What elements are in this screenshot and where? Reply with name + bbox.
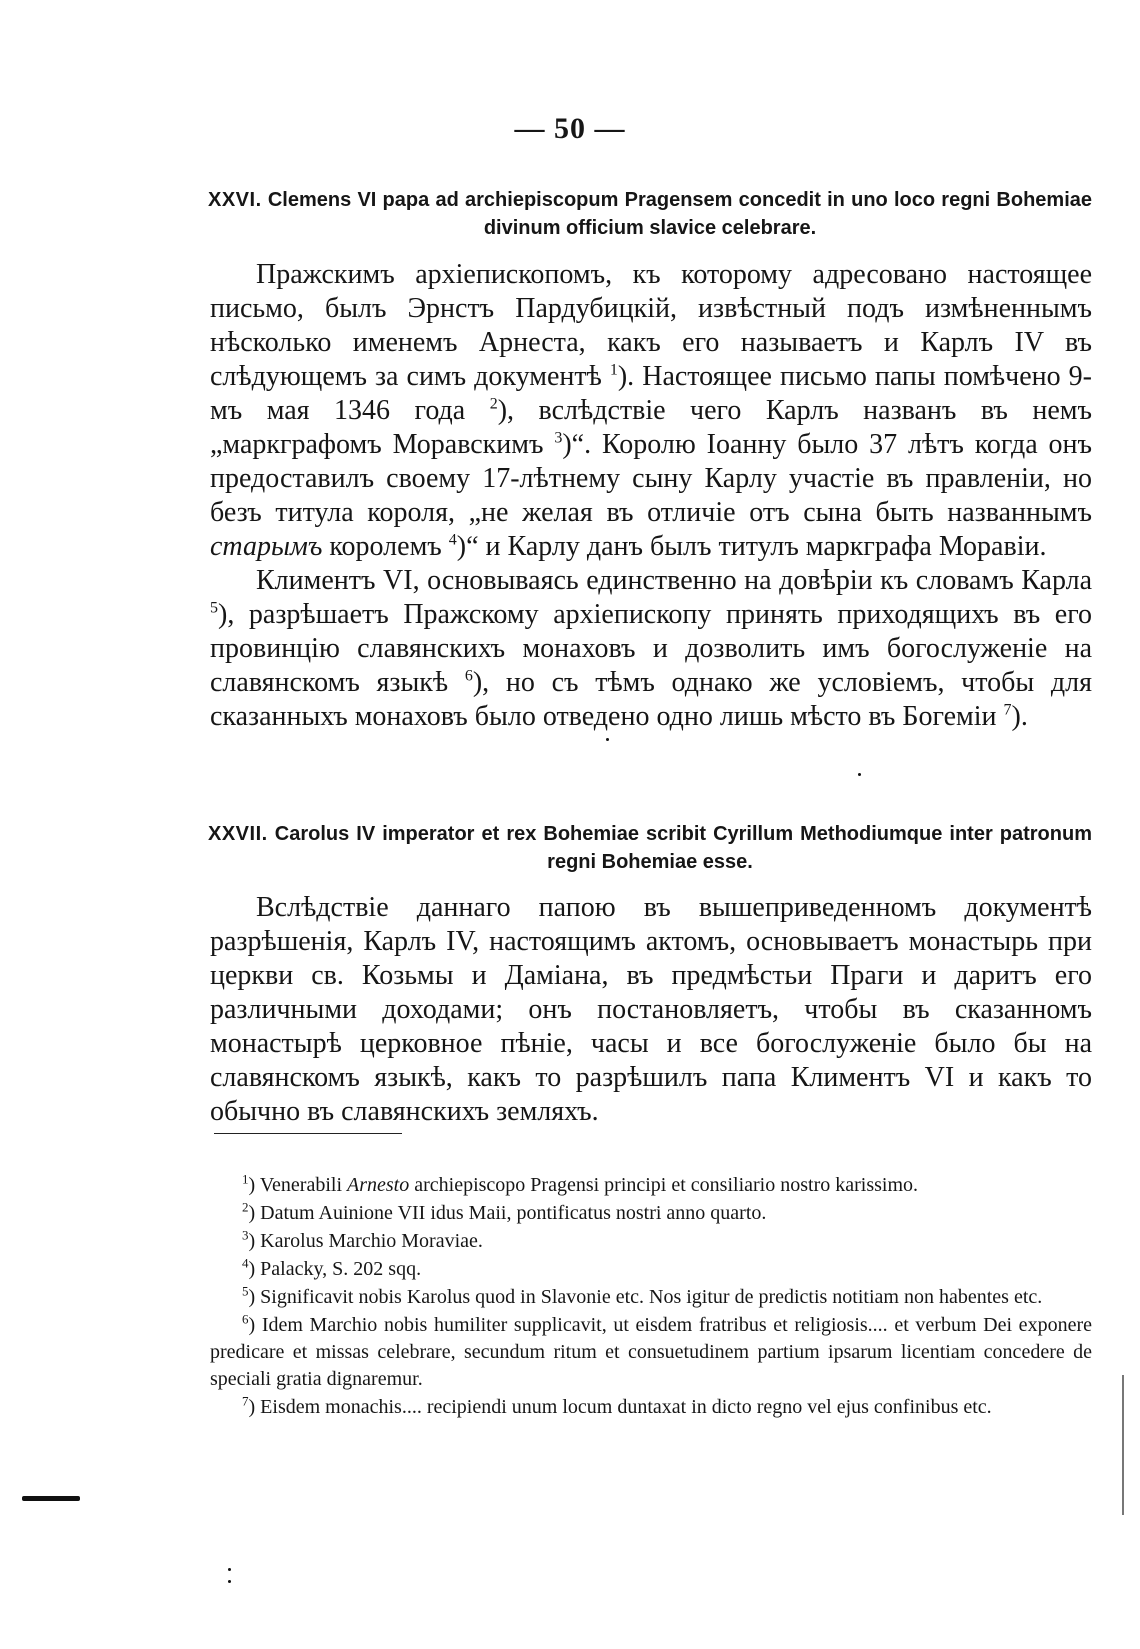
footnote-number: 6 (242, 1311, 249, 1327)
edge-scan-line (1122, 1375, 1124, 1515)
section-26-number: XXVI. (208, 189, 262, 211)
text-run: Пражскимъ архіепископомъ, къ которому адресовано настоящее письмо, былъ Эрнстъ Пардубицкій, извѣстный подъ измѣненнымъ нѣсколько именемъ Арнеста, какъ его называетъ и Карлъ IV въ слѣдующемъ за симъ документѣ (210, 259, 1092, 392)
footnote-number: 4 (242, 1255, 249, 1271)
text-run: ), разрѣшаетъ Пражскому архіепископу принять приходящихъ въ его провинцію славянскихъ монаховъ и дозволить имъ богослуженіе на славянскомъ языкѣ (210, 599, 1092, 698)
text-run: ), вслѣдствіе чего Карлъ названъ въ немъ „маркграфомъ Моравскимъ (210, 395, 1093, 460)
footnote-text: Venerabili (259, 1174, 347, 1196)
section-27-number: XXVII. (208, 823, 268, 845)
footnote-6: $^6$) Idem Marchio nobis humiliter supplicavit, ut eisdem fratribus et religiosis.... et verbum Dei exponere predicare et missas celebrare, secundum ritum et consuetudinem partium ipsarum licentiam concedere de speciali gratia dignaremur. (210, 1311, 1092, 1390)
footnote-italic: Arnesto (347, 1174, 410, 1196)
footnote-number: 1 (242, 1171, 249, 1187)
text-run: королемъ (322, 531, 449, 562)
footnote-text: Significavit nobis Karolus quod in Slavonie etc. Nos igitur de predictis notitiam non habentes etc. (260, 1286, 1043, 1308)
margin-scan-mark (22, 1496, 80, 1501)
footnote-ref: 2 (489, 395, 498, 413)
ink-speck (606, 738, 609, 741)
footnote-ref: 5 (210, 599, 218, 617)
ink-speck (228, 1568, 231, 1571)
text-run: )“. Королю Іоанну было 37 лѣтъ когда онъ предоставилъ своему 17-лѣтнему сыну Карлу участіе въ правленіи, но безъ титула короля, „не желая въ отличіе отъ сына быть названнымъ (210, 429, 1093, 528)
section-27-heading (208, 820, 1092, 876)
section-26-paragraph-2 (210, 564, 1092, 734)
section-26-paragraph-1 (210, 258, 1092, 564)
footnote-text: archiepiscopo Pragensi principi et consiliario nostro karissimo. (409, 1174, 918, 1196)
footnote-number: 2 (242, 1199, 249, 1215)
footnote-ref: 4 (448, 531, 457, 549)
ink-speck (858, 773, 861, 776)
footnote-divider (214, 1133, 402, 1134)
italic-text: старымъ (210, 531, 323, 562)
ink-speck (228, 1580, 231, 1583)
footnote-4: $^4$) Palacky, S. 202 sqq. (242, 1255, 422, 1280)
footnote-number: 5 (242, 1283, 249, 1299)
footnote-ref: 7 (1003, 701, 1012, 719)
footnote-text: Idem Marchio nobis humiliter supplicavit, ut eisdem fratribus et religiosis.... et verbum Dei exponere predicare et missas celebrare, secundum ritum et consuetudinem partium ipsarum licentiam concedere de speciali gratia dignaremur. (210, 1314, 1092, 1390)
footnote-3: $^3$) Karolus Marchio Moraviae. (242, 1227, 483, 1252)
section-26-heading (208, 186, 1092, 242)
text-run: )“ и Карлу данъ былъ титулъ маркграфа Моравіи. (456, 531, 1047, 562)
footnote-text: Palacky, S. 202 sqq. (260, 1258, 422, 1280)
section-26-body (210, 258, 1092, 734)
text-run: Климентъ VI, основываясь единственно на довѣріи къ словамъ Карла (256, 565, 1092, 596)
text-run: ). Настоящее письмо папы помѣчено 9-мъ мая 1346 года (210, 361, 1092, 426)
footnote-ref: 6 (464, 667, 473, 685)
footnote-text: Eisdem monachis.... recipiendi unum locum duntaxat in dicto regno vel ejus confinibus etc. (260, 1396, 992, 1418)
footnote-7: $^7$) Eisdem monachis.... recipiendi unum locum duntaxat in dicto regno vel ejus confinibus etc. (242, 1393, 992, 1418)
footnote-number: 7 (242, 1393, 249, 1409)
section-27-title: Carolus IV imperator et rex Bohemiae scribit Cyrillum Methodiumque inter patronum regni Bohemiae esse. (274, 823, 1092, 873)
footnote-2: $^2$) Datum Auinione VII idus Maii, pontificatus nostri anno quarto. (242, 1199, 767, 1224)
page-number: — 50 — (514, 112, 626, 145)
footnote-1: $^1$) Venerabili Arnesto archiepiscopo Pragensi principi et consiliario nostro karissimo. (242, 1171, 918, 1196)
footnote-number: 3 (242, 1227, 249, 1243)
footnotes (210, 1172, 1092, 1422)
section-27-paragraph-1: Вслѣдствіе даннаго папою въ вышеприведенномъ документѣ разрѣшенія, Карлъ IV, настоящимъ актомъ, основываетъ монастырь при церкви св. Козьмы и Даміана, въ предмѣстьи Праги и даритъ его различными доходами; онъ постановляетъ, чтобы въ сказанномъ монастырѣ церковное пѣніе, часы и все богослуженіе было бы на славянскомъ языкѣ, какъ то разрѣшилъ папа Климентъ VI и какъ то обычно въ славянскихъ земляхъ. (210, 892, 1092, 1127)
section-26-title: Clemens VI papa ad archiepiscopum Pragensem concedit in uno loco regni Bohemiae divinum officium slavice celebrare. (267, 189, 1092, 239)
footnote-ref: 1 (609, 361, 618, 379)
text-run: ). (1011, 701, 1028, 732)
footnote-ref: 3 (554, 429, 563, 447)
footnote-text: Datum Auinione VII idus Maii, pontificatus nostri anno quarto. (260, 1202, 767, 1224)
footnote-text: Karolus Marchio Moraviae. (260, 1230, 483, 1252)
text-run: ), но съ тѣмъ однако же условіемъ, чтобы для сказанныхъ монаховъ было отведено одно лишь мѣсто въ Богеміи (210, 667, 1093, 732)
footnote-5: $^5$) Significavit nobis Karolus quod in Slavonie etc. Nos igitur de predictis notitiam non habentes etc. (242, 1283, 1043, 1308)
section-27-body (210, 891, 1092, 1129)
